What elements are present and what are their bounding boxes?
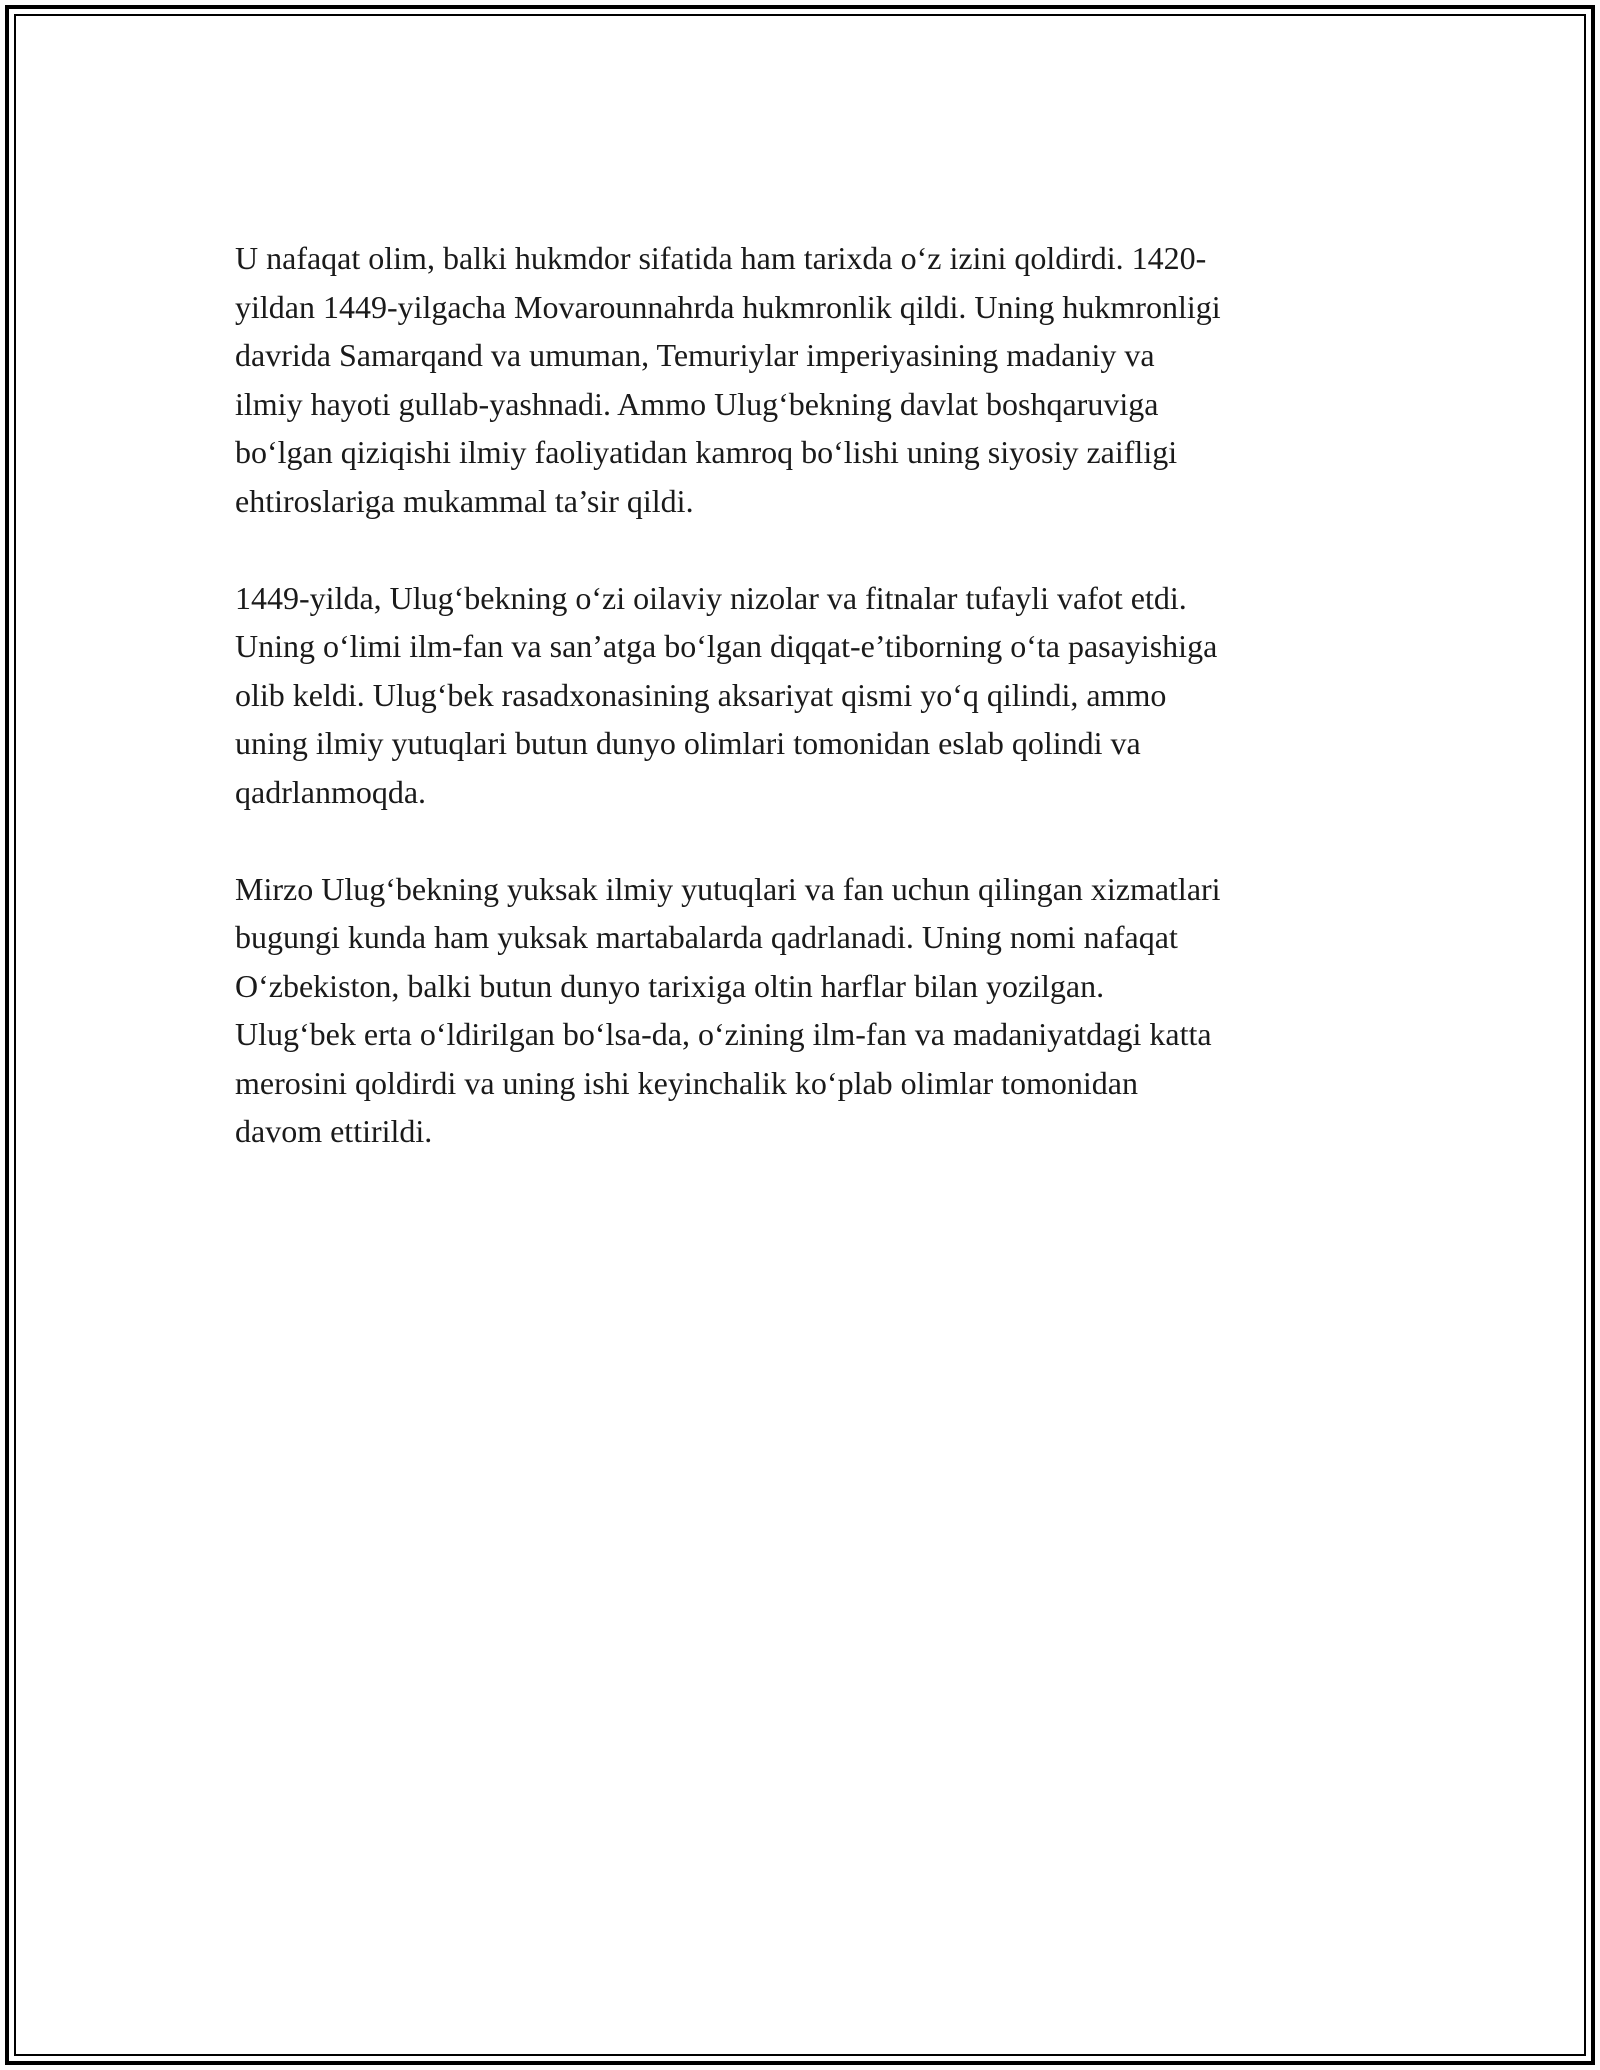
paragraph-meros: Mirzo Ulug‘bekning yuksak ilmiy yutuqlari va fan uchun qilingan xizmatlari bugungi kunda ham yuksak martabalarda qadrlanadi. Uning nomi nafaqat O‘zbekiston, balki butun dunyo tarixiga oltin harflar bilan yozilgan. Ulug‘bek erta o‘ldirilgan bo‘lsa-da, o‘zining ilm-fan va madaniyatdagi katta merosini qoldirdi va uning ishi keyinchalik ko‘plab olimlar tomonidan davom ettirildi.: [235, 870, 1221, 1149]
document-body: [235, 234, 1385, 1204]
paragraph-hukmronlik: U nafaqat olim, balki hukmdor sifatida ham tarixda o‘z izini qoldirdi. 1420- yildan 1449-yilgacha Movarounnahrda hukmronlik qildi. Uning hukmronligi davrida Samarqand va umuman, Temuriylar imperiyasining madaniy va ilmiy hayoti gullab-yashnadi. Ammo Ulug‘bekning davlat boshqaruviga bo‘lgan qiziqishi ilmiy faoliyatidan kamroq bo‘lishi uning siyosiy zaifligi ehtiroslariga mukammal ta’sir qildi.: [235, 240, 1221, 519]
paragraph-vafot: 1449-yilda, Ulug‘bekning o‘zi oilaviy nizolar va fitnalar tufayli vafot etdi. Uning o‘limi ilm-fan va san’atga bo‘lgan diqqat-e’tiborning o‘ta pasayishiga olib keldi. Ulug‘bek rasadxonasining aksariyat qismi yo‘q qilindi, ammo uning ilmiy yutuqlari butun dunyo olimlari tomonidan eslab qolindi va qadrlanmoqda.: [235, 579, 1218, 810]
